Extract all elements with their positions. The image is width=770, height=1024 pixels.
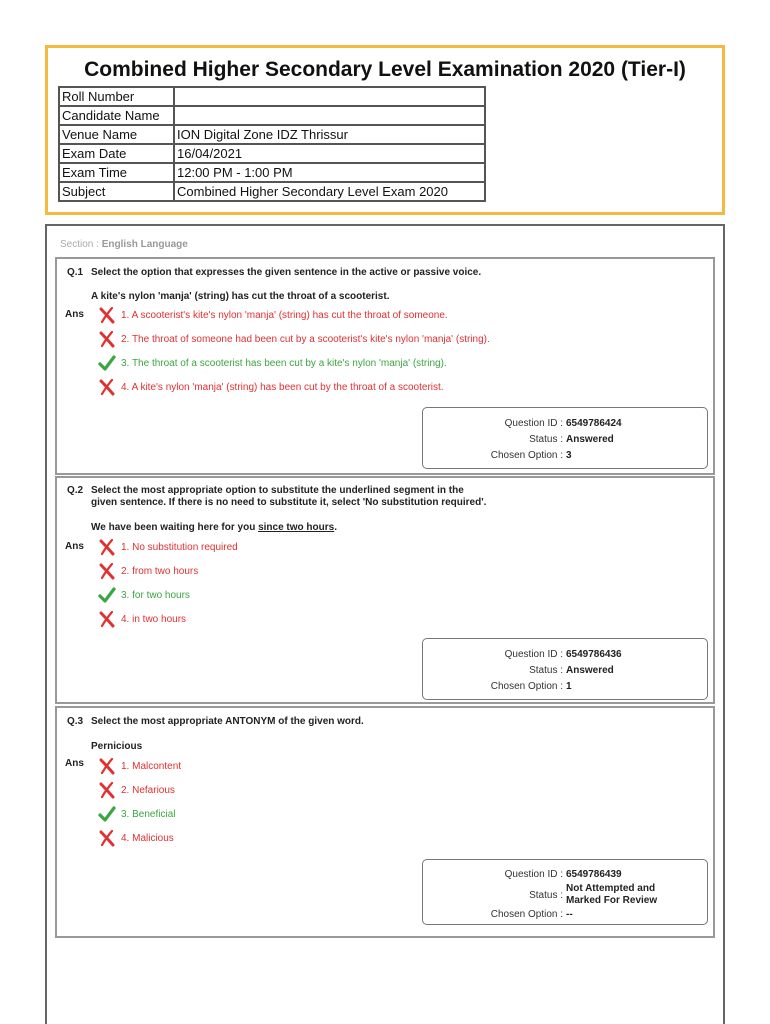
question-id-label: Question ID : <box>504 418 563 429</box>
chosen-option-value: 1 <box>566 681 572 692</box>
question-meta <box>422 859 708 925</box>
section-name: English Language <box>101 239 188 250</box>
sentence-end: . <box>334 522 337 533</box>
cross-icon <box>97 330 117 348</box>
info-value: Combined Higher Secondary Level Exam 2020 <box>174 182 485 201</box>
option-text: 2. Nefarious <box>121 784 175 796</box>
info-label: Exam Time <box>59 163 174 182</box>
section-label <box>60 239 188 250</box>
question-id-value: 6549786424 <box>566 418 622 429</box>
cross-icon <box>97 538 117 556</box>
info-label: Exam Date <box>59 144 174 163</box>
status-label: Status : <box>529 434 563 445</box>
info-label: Roll Number <box>59 87 174 106</box>
section-prefix: Section : <box>60 239 102 250</box>
info-label: Candidate Name <box>59 106 174 125</box>
status-label: Status : <box>529 890 563 901</box>
option-4 <box>97 378 444 396</box>
status-line-2: Marked For Review <box>566 895 658 906</box>
ans-label: Ans <box>65 541 84 552</box>
info-value: 12:00 PM - 1:00 PM <box>174 163 485 182</box>
option-2 <box>97 330 490 348</box>
underlined-segment: since two hours <box>258 522 335 533</box>
question-id-label: Question ID : <box>504 869 563 880</box>
status-value: Answered <box>566 434 614 445</box>
question-id-label: Question ID : <box>504 649 563 660</box>
option-text: 1. No substitution required <box>121 541 238 553</box>
question-sentence <box>91 522 337 533</box>
ans-label: Ans <box>65 309 84 320</box>
question-sentence <box>91 291 389 302</box>
check-icon <box>97 586 117 604</box>
cross-icon <box>97 829 117 847</box>
option-4 <box>97 829 174 847</box>
chosen-option-label: Chosen Option : <box>490 681 563 692</box>
question-card-q1 <box>55 257 715 475</box>
option-text: 3. for two hours <box>121 589 190 601</box>
info-value: ION Digital Zone IDZ Thrissur <box>174 125 485 144</box>
option-text: 4. Malicious <box>121 832 174 844</box>
cross-icon <box>97 306 117 324</box>
candidate-info-table <box>58 86 486 202</box>
sentence-text: Pernicious <box>91 741 143 752</box>
info-row <box>59 163 485 182</box>
option-text: 3. Beneficial <box>121 808 176 820</box>
info-label: Subject <box>59 182 174 201</box>
option-text: 1. Malcontent <box>121 760 182 772</box>
sentence-text: We have been waiting here for you <box>91 522 259 533</box>
question-number: Q.2 <box>67 485 84 496</box>
option-text: 2. The throat of someone had been cut by a scooterist's kite's nylon 'manja' (string). <box>121 333 490 345</box>
option-3 <box>97 805 175 823</box>
info-row <box>59 87 485 106</box>
question-number: Q.3 <box>67 716 84 727</box>
question-text: Select the option that expresses the given sentence in the active or passive voice. <box>91 267 482 278</box>
option-1 <box>97 757 181 775</box>
info-value <box>174 87 485 106</box>
option-2 <box>97 562 198 580</box>
cross-icon <box>97 781 117 799</box>
exam-title: Combined Higher Secondary Level Examination 2020 (Tier-I) <box>84 58 686 81</box>
info-row <box>59 125 485 144</box>
status-value: Answered <box>566 665 614 676</box>
check-icon <box>97 805 117 823</box>
question-sentence <box>91 741 142 752</box>
info-value <box>174 106 485 125</box>
status-label: Status : <box>529 665 563 676</box>
info-row <box>59 144 485 163</box>
cross-icon <box>97 562 117 580</box>
option-text: 1. A scooterist's kite's nylon 'manja' (string) has cut the throat of someone. <box>121 309 448 321</box>
question-number: Q.1 <box>67 267 84 278</box>
info-value: 16/04/2021 <box>174 144 485 163</box>
info-label: Venue Name <box>59 125 174 144</box>
status-value <box>566 883 657 907</box>
chosen-option-value: 3 <box>566 450 572 461</box>
option-text: 4. in two hours <box>121 613 187 625</box>
option-2 <box>97 781 175 799</box>
option-3 <box>97 586 190 604</box>
option-3 <box>97 354 447 372</box>
ans-label: Ans <box>65 758 84 769</box>
option-text: 3. The throat of a scooterist has been cut by a kite's nylon 'manja' (string). <box>121 357 447 369</box>
status-line-1: Not Attempted and <box>566 883 656 894</box>
option-1 <box>97 306 448 324</box>
question-meta <box>422 407 708 469</box>
cross-icon <box>97 378 117 396</box>
sentence-text: A kite's nylon 'manja' (string) has cut the throat of a scooterist. <box>91 291 390 302</box>
question-text: Select the most appropriate option to substitute the underlined segment in the given sentence. If there is no need to substitute it, select 'No substitution required'. <box>91 485 487 508</box>
chosen-option-value: -- <box>566 909 573 920</box>
question-id-value: 6549786439 <box>566 869 622 880</box>
question-id-value: 6549786436 <box>566 649 622 660</box>
option-4 <box>97 610 186 628</box>
question-card-q3 <box>55 706 715 938</box>
info-row <box>59 106 485 125</box>
exam-header <box>45 45 725 215</box>
question-meta <box>422 638 708 700</box>
info-row <box>59 182 485 201</box>
question-card-q2 <box>55 476 715 704</box>
chosen-option-label: Chosen Option : <box>490 909 563 920</box>
check-icon <box>97 354 117 372</box>
option-text: 2. from two hours <box>121 565 199 577</box>
cross-icon <box>97 610 117 628</box>
cross-icon <box>97 757 117 775</box>
option-text: 4. A kite's nylon 'manja' (string) has been cut by the throat of a scooterist. <box>121 381 444 393</box>
option-1 <box>97 538 238 556</box>
chosen-option-label: Chosen Option : <box>490 450 563 461</box>
question-text: Select the most appropriate ANTONYM of the given word. <box>91 716 364 727</box>
